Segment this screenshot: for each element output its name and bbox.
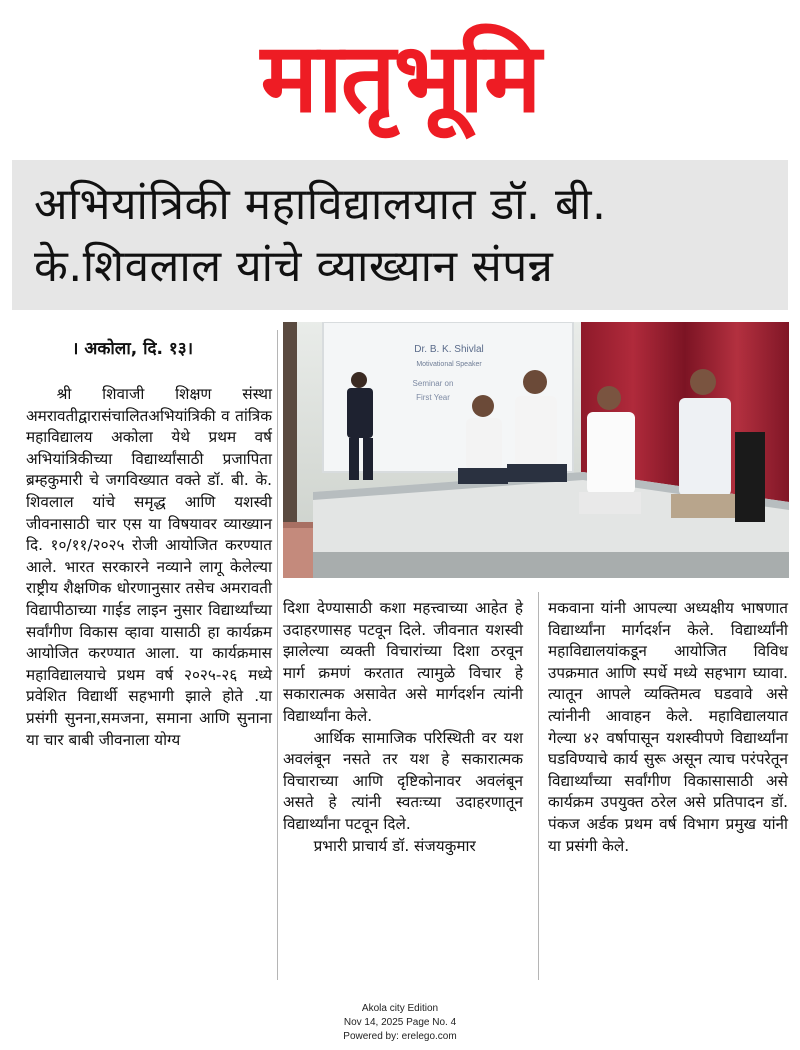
screen-text-line3: Seminar on <box>412 379 454 388</box>
powered-by-label: Powered by: erelego.com <box>343 1031 457 1042</box>
event-photo-image <box>283 322 789 578</box>
screen-text-line4: First Year <box>416 393 450 402</box>
article-column-2 <box>283 598 523 857</box>
dateline: । अकोला, दि. १३। <box>72 339 194 359</box>
headline: अभियांत्रिकी महाविद्यालयात डॉ. बी. के.शिवलाल यांचे व्याख्यान संपन्न <box>34 179 607 292</box>
article-column-3 <box>548 598 788 857</box>
column-divider <box>538 592 539 980</box>
article-paragraph: दिशा देण्यासाठी कशा महत्त्वाच्या आहेत हे उदाहरणासह पटवून दिले. जीवनात यशस्वी झालेल्या व्यक्ती विचारांच्या दिशा ठरवून मार्ग क्रमणं करतात त्यामुळे विचार हे सकारात्मक असावेत असे मार्गदर्शन त्यांनी विद्यार्थ्यांना केले. <box>283 599 523 725</box>
article-paragraph: प्रभारी प्राचार्य डॉ. संजयकुमार <box>313 836 476 855</box>
article-paragraph: आर्थिक सामाजिक परिस्थिती वर यश अवलंबून नसते तर यश हे सकारात्मक विचाराच्या आणि दृष्टिकोनावर अवलंबून असते हे त्यांनी स्वतःच्या उदाहरणातून विद्यार्थ्यांना पटवून दिले. <box>283 728 523 833</box>
event-photo <box>283 322 789 578</box>
date-page-label: Nov 14, 2025 Page No. 4 <box>343 1017 457 1028</box>
headline-box <box>12 160 788 310</box>
edition-label: Akola city Edition <box>361 1003 439 1014</box>
page-footer <box>0 1002 800 1044</box>
screen-text-line2: Motivational Speaker <box>416 361 482 368</box>
masthead <box>0 8 800 148</box>
screen-text-line1: Dr. B. K. Shivlal <box>414 344 484 355</box>
column-divider <box>277 330 278 980</box>
article-paragraph: श्री शिवाजी शिक्षण संस्था अमरावतीद्वारासंचालितअभियांत्रिकी व तांत्रिक महाविद्यालय अकोला येथे प्रथम वर्ष अभियांत्रिकीच्या विद्यार्थ्यांसाठी प्रजापिता ब्रम्हकुमारी चे जगविख्यात वक्ते डॉ. बी. के. शिवलाल यांचे समृद्ध आणि यशस्वी जीवनासाठी चार एस या विषयावर व्याख्यान दि. १०/११/२०२५ रोजी आयोजित करण्यात आले. भारत सरकारने नव्याने लागू केलेल्या राष्ट्रीय शैक्षणिक धोरणानुसार तसेच अमरावती विद्यापीठाच्या गाईड लाइन नुसार विद्यार्थ्यांच्या सर्वांगीण विकास व्हावा यासाठी हा कार्यक्रम आयोजित करण्यात आला. या कार्यक्रमास महाविद्यालयाचे प्रथम वर्ष २०२५-२६ मध्ये प्रवेशित विद्यार्थी सहभागी झाले होते .या प्रसंगी सुनना,समजना, समाना आणि सुनाना या चार बाबी जीवनाला योग्य <box>26 385 272 749</box>
article-column-1 <box>26 384 272 751</box>
newspaper-logo: मातृभूमि <box>260 22 540 134</box>
article-paragraph: मकवाना यांनी आपल्या अध्यक्षीय भाषणात विद्यार्थ्यांना मार्गदर्शन केले. विद्यार्थ्यांनी महाविद्यालयांकडून आयोजित विविध उपक्रमात आणि स्पर्धे मध्ये सहभाग घ्यावा. त्यातून आपले व्यक्तिमत्व घडवावे असे त्यांनीनी आवाहन केले. महाविद्यालयात गेल्या ४२ वर्षापासून यशस्वीपणे विद्यार्थ्यांना घडविण्याचे कार्य सुरू असून त्याच परंपरेतून विद्यार्थ्यांच्या सर्वांगीण विकासासाठी असे कार्यक्रम उपयुक्त ठरेल असे प्रतिपादन डॉ. पंकज अर्डक प्रथम वर्ष विभाग प्रमुख यांनी या प्रसंगी केले. <box>548 599 788 855</box>
